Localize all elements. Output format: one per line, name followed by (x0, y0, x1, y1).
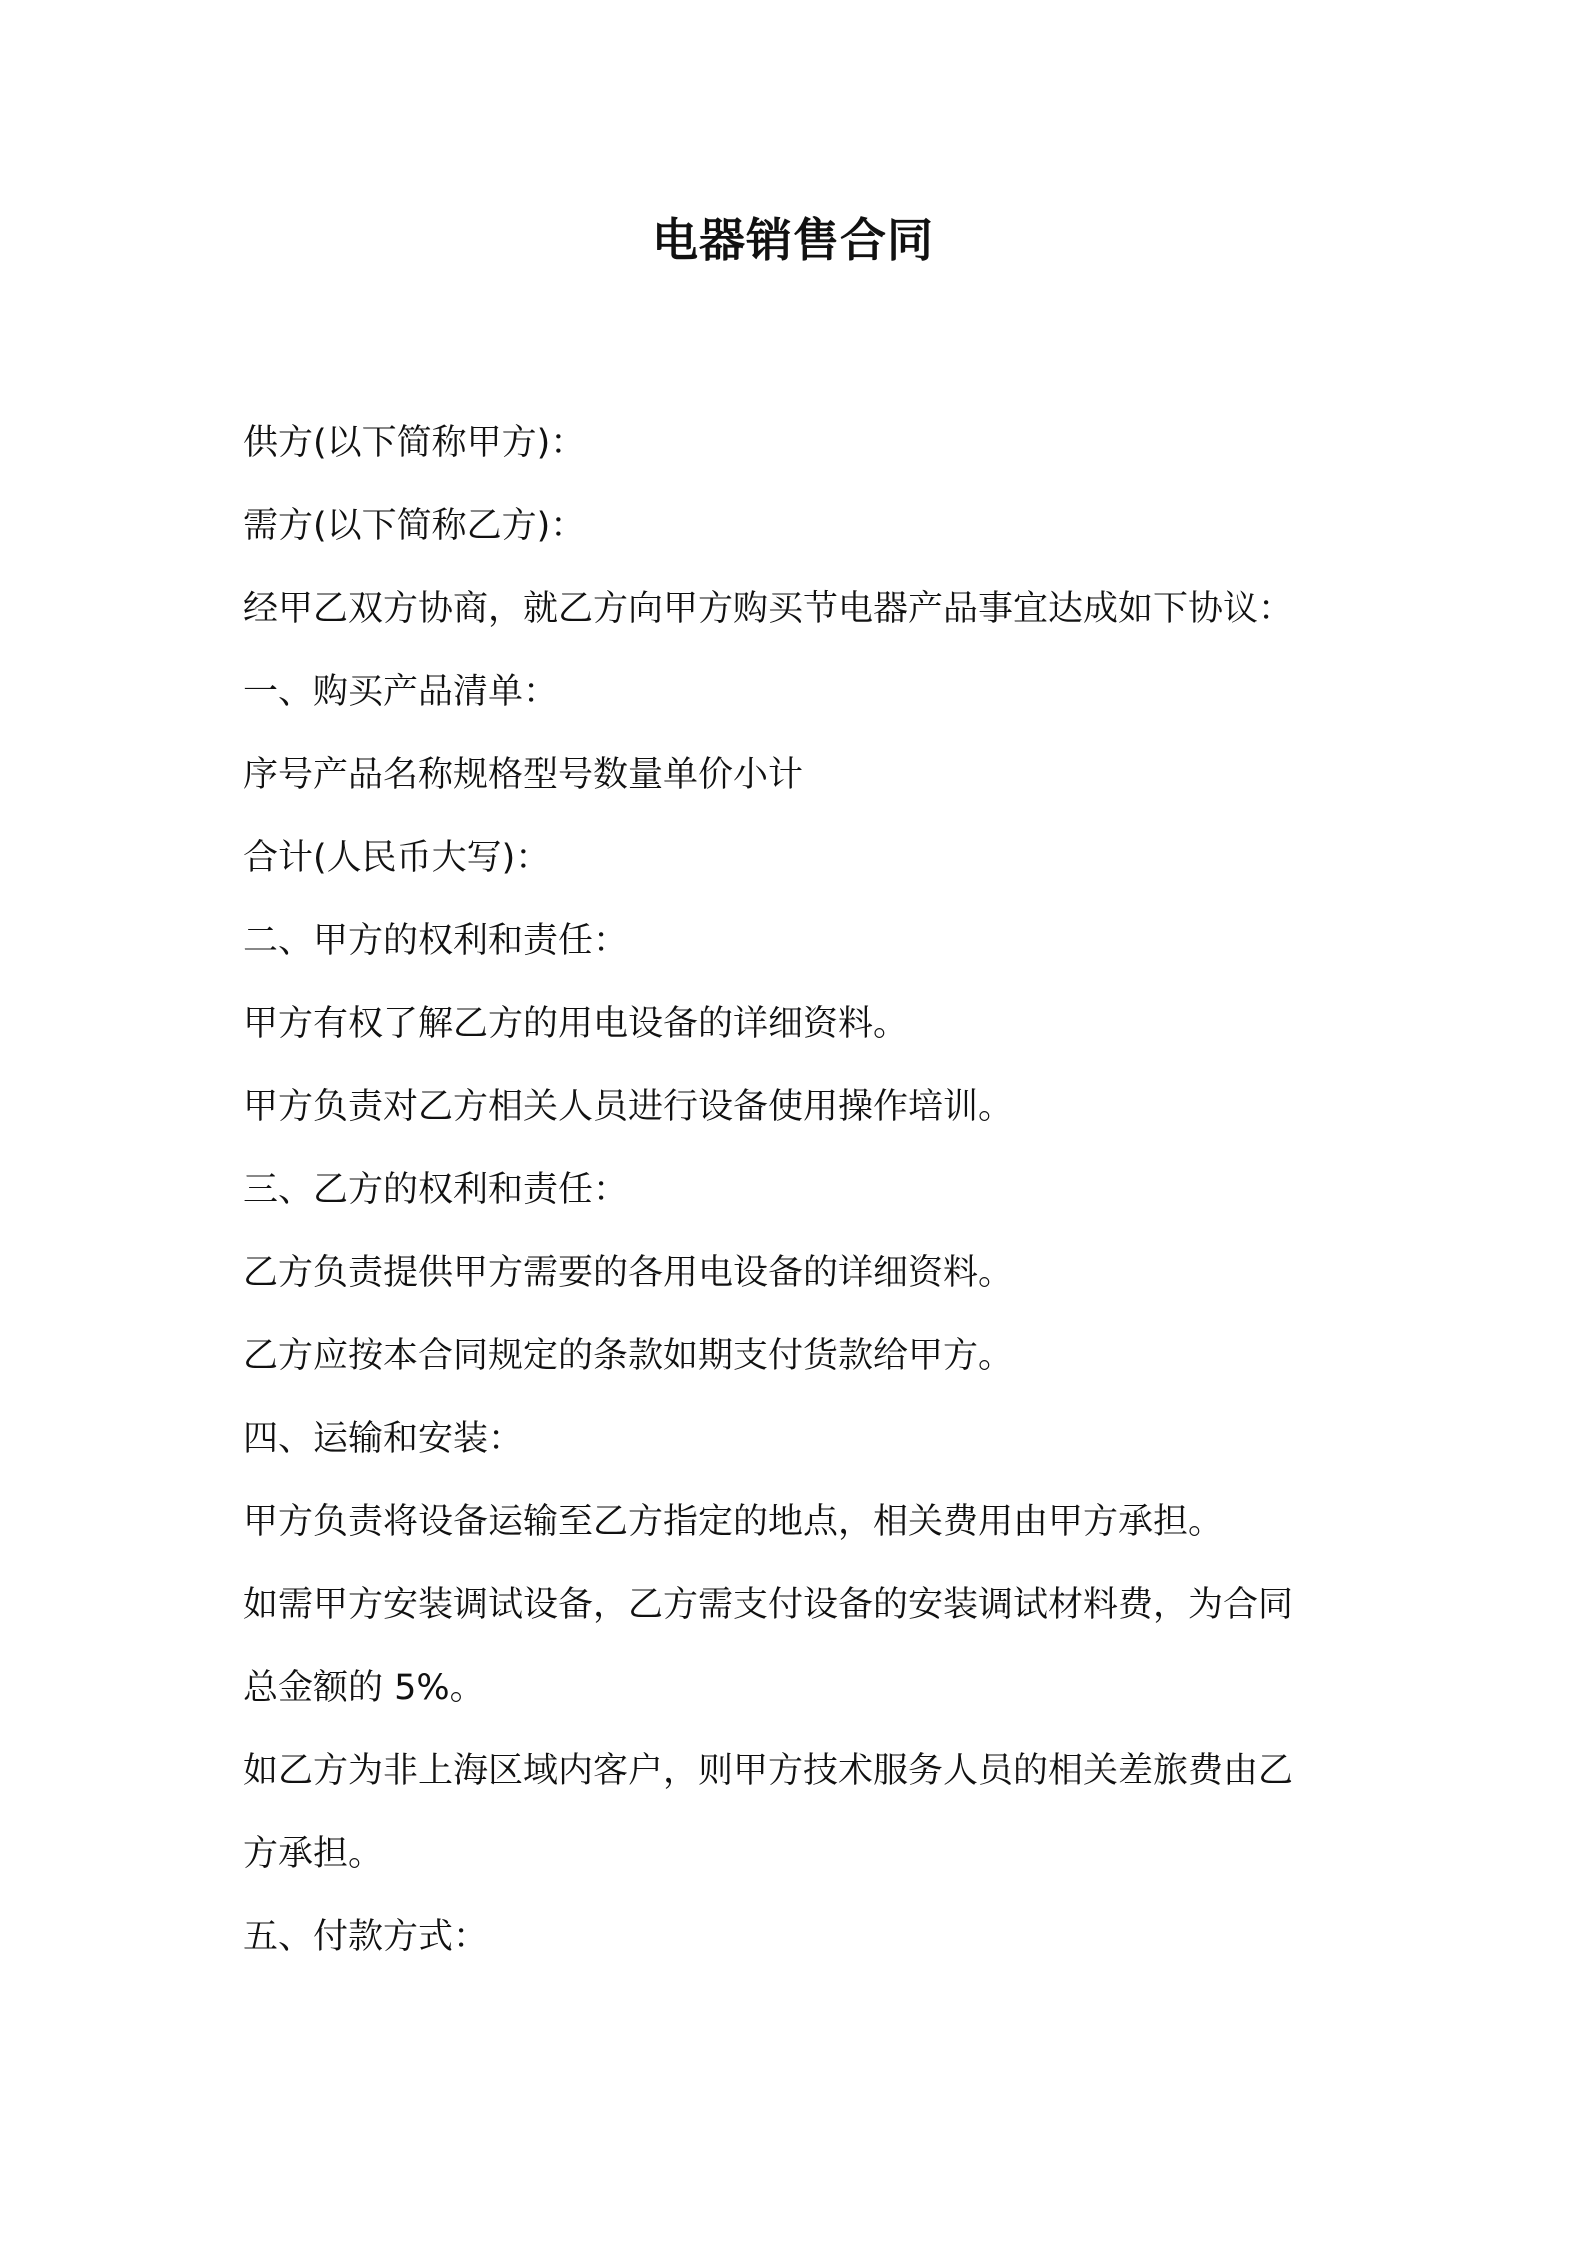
installation-clause-continued: 总金额的 5%。 (243, 1668, 485, 1708)
party-a-right-1: 甲方有权了解乙方的用电设备的详细资料。 (243, 1004, 909, 1044)
party-b-duty-1: 乙方负责提供甲方需要的各用电设备的详细资料。 (243, 1253, 1014, 1293)
buyer-line: 需方(以下简称乙方)： (243, 506, 586, 546)
document-title: 电器销售合同 (652, 213, 934, 267)
party-b-duty-2: 乙方应按本合同规定的条款如期支付货款给甲方。 (243, 1336, 1014, 1376)
travel-expense-clause: 如乙方为非上海区域内客户，则甲方技术服务人员的相关差旅费由乙 (243, 1751, 1294, 1791)
supplier-line: 供方(以下简称甲方)： (243, 423, 586, 463)
transport-clause: 甲方负责将设备运输至乙方指定的地点，相关费用由甲方承担。 (243, 1502, 1224, 1542)
section-heading-1: 一、购买产品清单： (243, 672, 559, 712)
agreement-intro: 经甲乙双方协商，就乙方向甲方购买节电器产品事宜达成如下协议： (243, 589, 1294, 629)
total-line: 合计(人民币大写)： (243, 838, 551, 878)
section-heading-5: 五、付款方式： (243, 1917, 489, 1957)
section-heading-2: 二、甲方的权利和责任： (243, 921, 629, 961)
section-heading-4: 四、运输和安装： (243, 1419, 524, 1459)
installation-clause: 如需甲方安装调试设备，乙方需支付设备的安装调试材料费，为合同 (243, 1585, 1294, 1625)
product-list-header: 序号产品名称规格型号数量单价小计 (243, 755, 804, 795)
party-a-duty-1: 甲方负责对乙方相关人员进行设备使用操作培训。 (243, 1087, 1014, 1127)
section-heading-3: 三、乙方的权利和责任： (243, 1170, 629, 1210)
travel-expense-clause-continued: 方承担。 (243, 1834, 384, 1874)
document-body (243, 402, 1353, 1979)
